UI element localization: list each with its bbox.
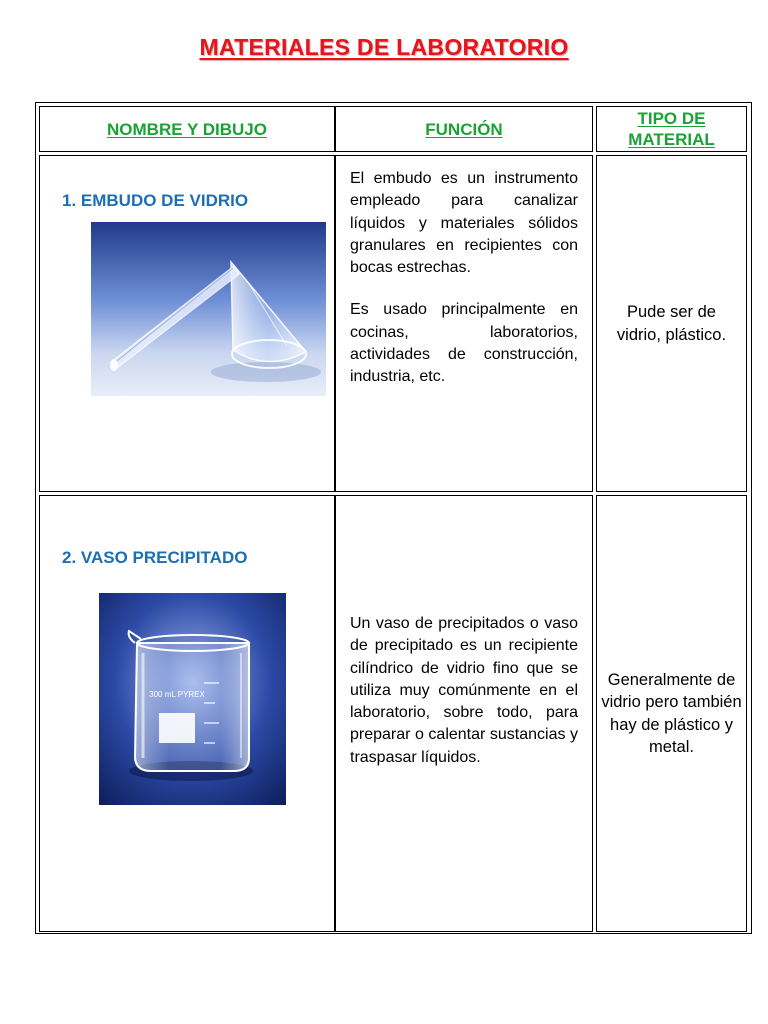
- row-1-function-p1: El embudo es un instrumento empleado para canalizar líquidos y materiales sólidos granulares en recipientes con bocas estrechas.: [350, 170, 578, 277]
- page-title: MATERIALES DE LABORATORIO: [199, 34, 569, 60]
- beaker-marking: 300 mL PYREX: [149, 690, 205, 699]
- row-2-function-p1: Un vaso de precipitados o vaso de precipitado es un recipiente cilíndrico de vidrio fino que se utiliza muy comúnmente en el laboratorio, sobre todo, para preparar o calentar sustancias y traspasar líquidos.: [350, 615, 578, 766]
- header-name-label: NOMBRE Y DIBUJO: [107, 119, 267, 139]
- row-1-name: 1. EMBUDO DE VIDRIO: [62, 191, 249, 210]
- row-1-function: [350, 168, 578, 389]
- materials-table: [35, 102, 752, 934]
- row-2-function-cell: [335, 495, 593, 932]
- funnel-image: [91, 222, 326, 396]
- header-name: [39, 106, 335, 152]
- header-material: [596, 106, 747, 152]
- row-1-material: Pude ser de vidrio, plástico.: [616, 303, 727, 344]
- row-1-name-cell: [39, 155, 335, 492]
- header-function: [335, 106, 593, 152]
- row-2-material-cell: [596, 495, 747, 932]
- row-2-function: [350, 613, 578, 769]
- row-1-function-cell: [335, 155, 593, 492]
- beaker-image: [99, 593, 286, 805]
- row-1-material-cell: [596, 155, 747, 492]
- row-1-function-p2: Es usado principalmente en cocinas, laboratorios, actividades de construcción, industria, etc.: [350, 301, 578, 386]
- row-2-name-cell: [39, 495, 335, 932]
- row-2-name: 2. VASO PRECIPITADO: [62, 548, 248, 567]
- header-material-label: TIPO DE MATERIAL: [628, 109, 715, 149]
- header-function-label: FUNCIÓN: [425, 119, 503, 139]
- row-2-material: Generalmente de vidrio pero también hay de plástico y metal.: [601, 670, 742, 756]
